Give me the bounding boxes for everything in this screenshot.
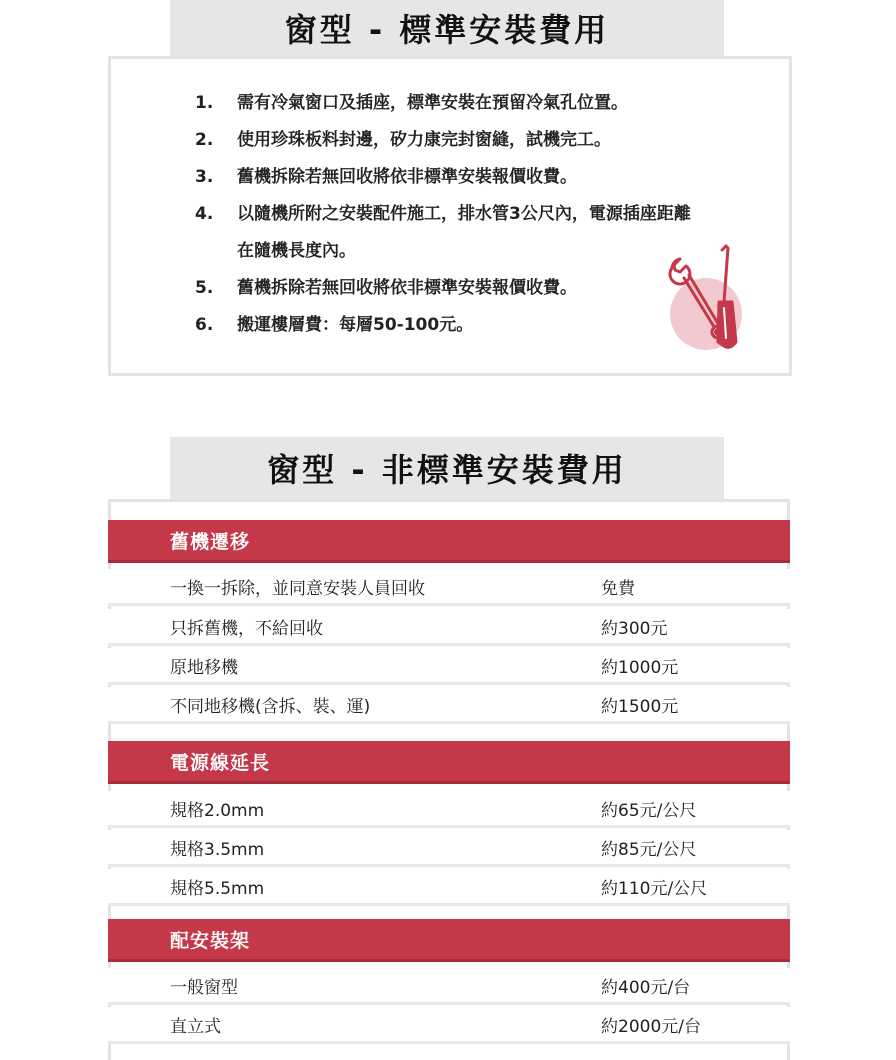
table-row [108,791,790,828]
row-item: 原地移機 [170,657,238,678]
section-header-power-cable: 電源線延長 [108,741,790,784]
table-row [108,830,790,867]
item-number: 4. [195,204,214,224]
row-price: 約65元/公尺 [601,800,697,821]
table-row [108,687,790,724]
item-number: 1. [195,93,214,113]
row-price: 約400元/台 [601,977,691,998]
row-price: 約110元/公尺 [601,878,708,899]
item-text: 以隨機所附之安裝配件施工，排水管3公尺內，電源插座距離在隨機長度內。 [237,204,691,261]
row-price: 免費 [601,578,635,599]
list-item [195,122,755,159]
table-row [108,569,790,606]
section-header-mounting-bracket: 配安裝架 [108,919,790,962]
wrench-screwdriver-icon [656,242,756,357]
row-item: 規格5.5mm [170,878,265,899]
nonstandard-title-box [170,437,724,499]
item-text: 搬運樓層費：每層50-100元。 [237,315,474,335]
row-price: 約85元/公尺 [601,839,697,860]
list-item [195,159,755,196]
row-item: 不同地移機(含拆、裝、運) [170,696,371,717]
item-number: 3. [195,167,214,187]
row-price: 約300元 [601,618,668,639]
row-item: 只拆舊機，不給回收 [170,618,323,639]
row-item: 規格2.0mm [170,800,265,821]
item-number: 6. [195,315,214,335]
row-item: 規格3.5mm [170,839,265,860]
row-item: 一換一拆除，並同意安裝人員回收 [170,578,425,599]
row-price: 約2000元/台 [601,1016,701,1037]
item-text: 舊機拆除若無回收將依非標準安裝報價收費。 [237,167,577,187]
standard-title-box [170,0,724,56]
table-row [108,648,790,685]
table-row [108,1007,790,1044]
nonstandard-title: 窗型 - 非標準安裝費用 [267,451,627,489]
item-text: 需有冷氣窗口及插座，標準安裝在預留冷氣孔位置。 [237,93,628,113]
standard-title: 窗型 - 標準安裝費用 [284,11,610,49]
list-item [195,196,695,270]
table-row [108,968,790,1005]
table-row [108,609,790,646]
item-text: 使用珍珠板料封邊，矽力康完封窗縫，試機完工。 [237,130,611,150]
table-row [108,869,790,906]
row-item: 一般窗型 [170,977,238,998]
row-item: 直立式 [170,1016,221,1037]
item-number: 2. [195,130,214,150]
list-item [195,85,755,122]
item-text: 舊機拆除若無回收將依非標準安裝報價收費。 [237,278,577,298]
section-header-relocation: 舊機遷移 [108,520,790,563]
item-number: 5. [195,278,214,298]
row-price: 約1000元 [601,657,679,678]
row-price: 約1500元 [601,696,679,717]
